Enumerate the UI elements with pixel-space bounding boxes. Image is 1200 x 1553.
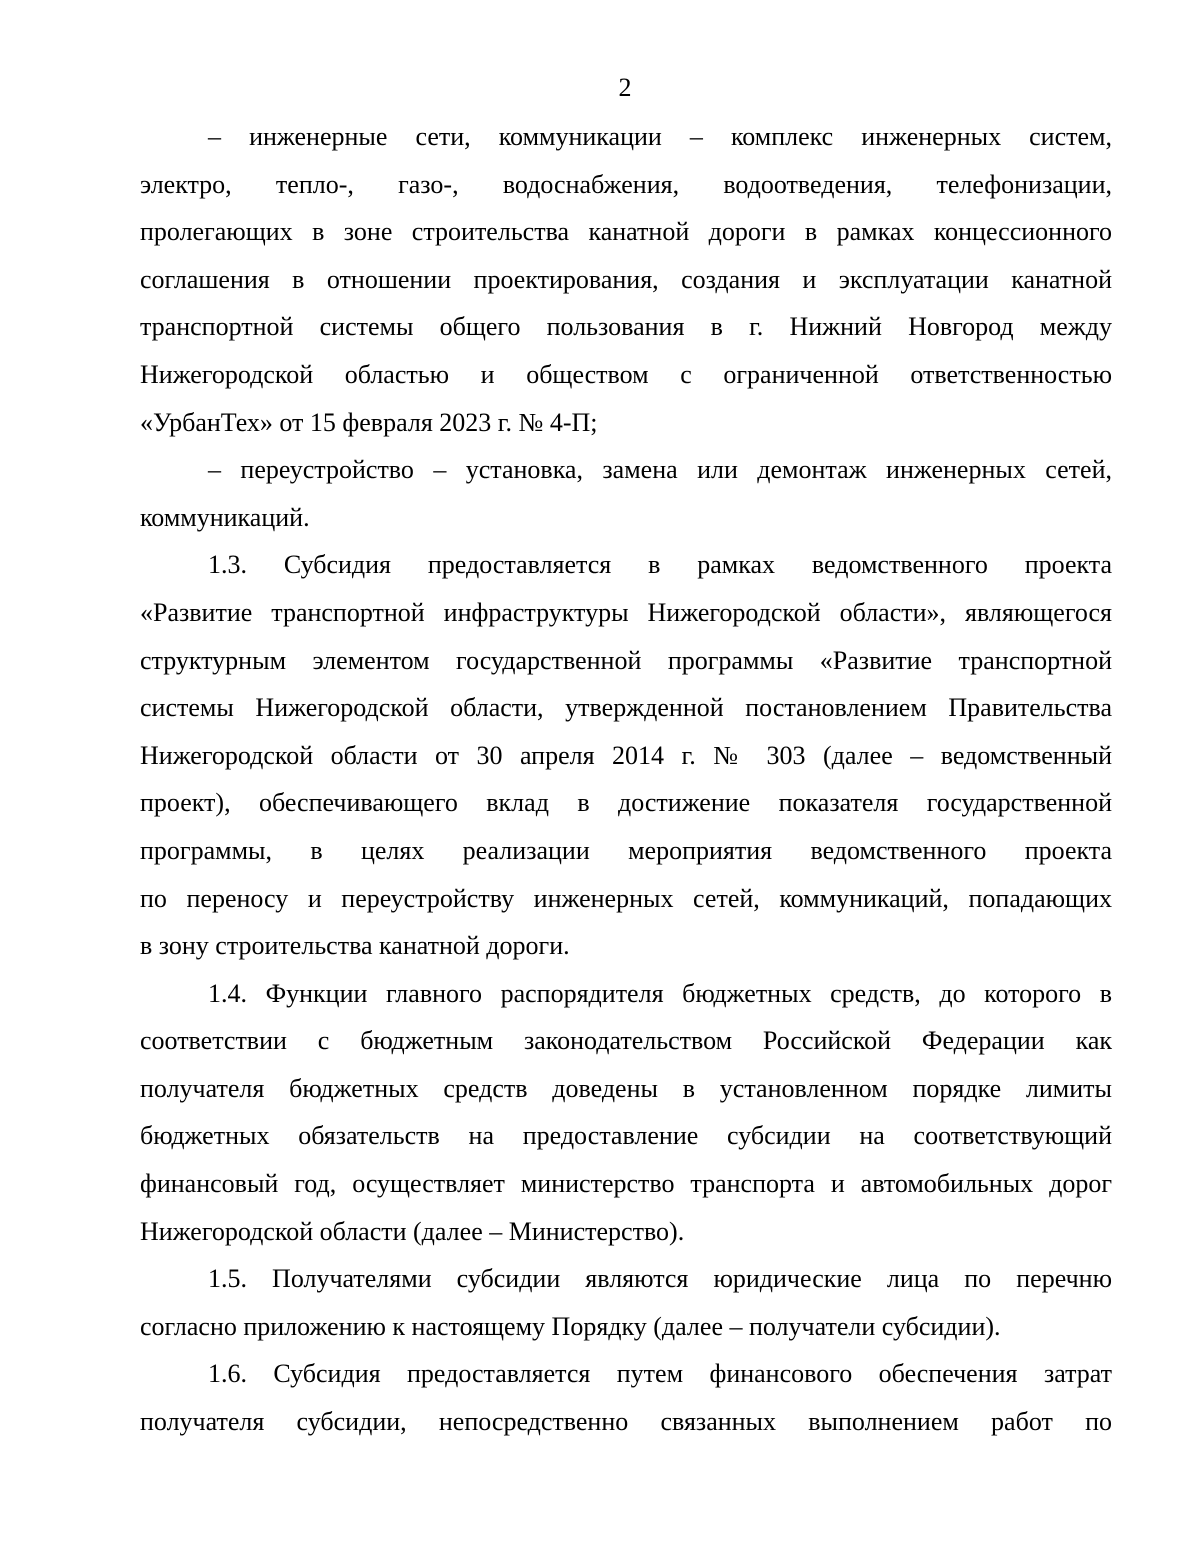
text-line: соглашения в отношении проектирования, создания и эксплуатации канатной: [140, 264, 1112, 294]
text-line: финансовый год, осуществляет министерство транспорта и автомобильных дорог: [140, 1169, 1112, 1199]
text-line: Нижегородской области (далее – Министерство).: [140, 1216, 685, 1246]
text-line: 1.3. Субсидия предоставляется в рамках ведомственного проекта: [208, 550, 1112, 580]
text-line: «Развитие транспортной инфраструктуры Нижегородской области», являющегося: [140, 597, 1112, 627]
paragraph-def-engineering-networks: [140, 122, 1112, 455]
page-number: 2: [618, 73, 632, 102]
text-line: «УрбанТех» от 15 февраля 2023 г. № 4-П;: [140, 407, 598, 437]
text-line: – переустройство – установка, замена или демонтаж инженерных сетей,: [208, 455, 1112, 485]
paragraph-clause-1-3: [140, 550, 1112, 978]
text-line: – инженерные сети, коммуникации – комплекс инженерных систем,: [208, 122, 1112, 151]
text-line: Нижегородской областью и обществом с ограниченной ответственностью: [140, 359, 1112, 389]
text-line: соответствии с бюджетным законодательством Российской Федерации как: [140, 1026, 1112, 1056]
document-body: [140, 122, 1112, 1455]
text-line: коммуникаций.: [140, 502, 310, 532]
paragraph-def-reconstruction: [140, 455, 1112, 550]
text-line: проект), обеспечивающего вклад в достижение показателя государственной: [140, 788, 1112, 818]
paragraph-clause-1-4: [140, 979, 1112, 1265]
text-line: получателя субсидии, непосредственно связанных выполнением работ по: [140, 1407, 1112, 1437]
paragraph-clause-1-6: [140, 1359, 1112, 1454]
text-line: 1.5. Получателями субсидии являются юридические лица по перечню: [208, 1264, 1112, 1294]
text-line: структурным элементом государственной программы «Развитие транспортной: [140, 645, 1112, 675]
text-line: Нижегородской области от 30 апреля 2014 г. № 303 (далее – ведомственный: [140, 740, 1112, 770]
text-line: 1.6. Субсидия предоставляется путем финансового обеспечения затрат: [208, 1359, 1112, 1389]
text-line: в зону строительства канатной дороги.: [140, 931, 570, 961]
text-line: согласно приложению к настоящему Порядку (далее – получатели субсидии).: [140, 1311, 1001, 1341]
text-line: электро, тепло-, газо-, водоснабжения, водоотведения, телефонизации,: [140, 169, 1112, 199]
text-line: бюджетных обязательств на предоставление субсидии на соответствующий: [140, 1121, 1112, 1151]
text-line: системы Нижегородской области, утвержденной постановлением Правительства: [140, 693, 1112, 723]
text-line: транспортной системы общего пользования в г. Нижний Новгород между: [140, 312, 1112, 342]
text-line: получателя бюджетных средств доведены в установленном порядке лимиты: [140, 1073, 1112, 1103]
text-line: пролегающих в зоне строительства канатной дороги в рамках концессионного: [140, 217, 1112, 247]
paragraph-clause-1-5: [140, 1264, 1112, 1359]
text-line: 1.4. Функции главного распорядителя бюджетных средств, до которого в: [208, 978, 1112, 1008]
text-line: программы, в целях реализации мероприятия ведомственного проекта: [140, 835, 1112, 865]
text-line: по переносу и переустройству инженерных сетей, коммуникаций, попадающих: [140, 883, 1112, 913]
